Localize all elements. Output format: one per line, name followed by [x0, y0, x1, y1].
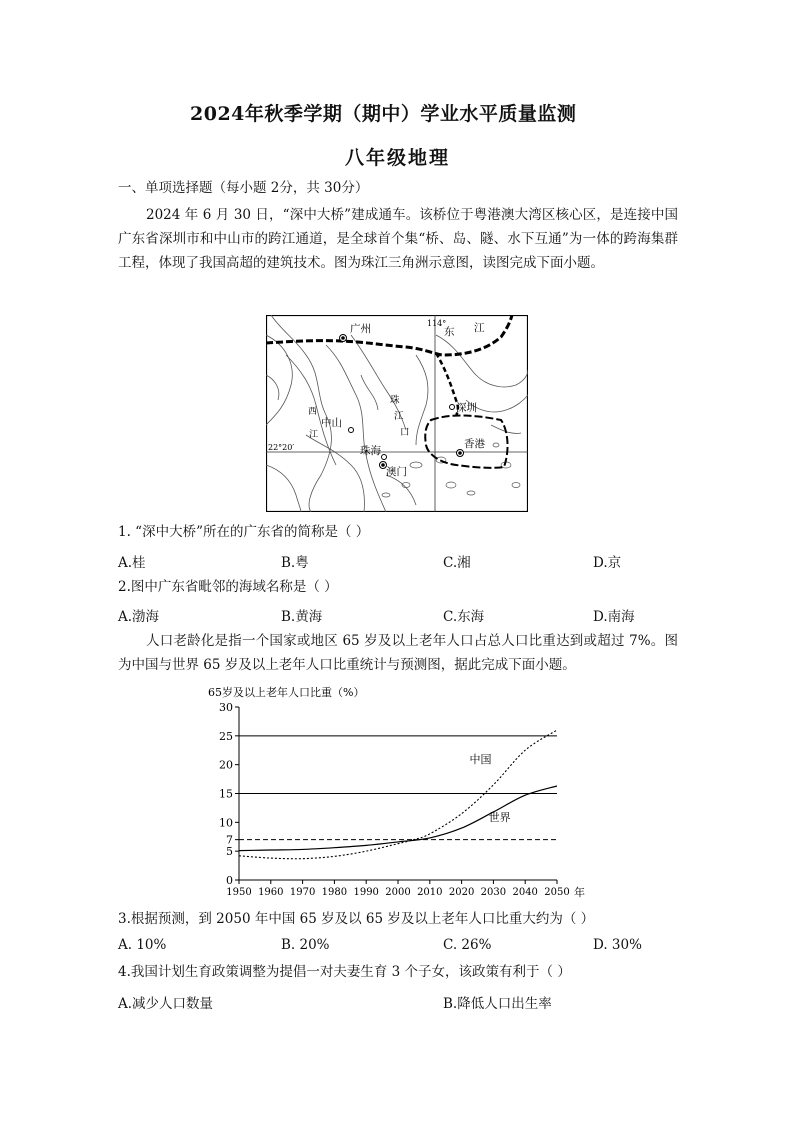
chart-x-tick-label: 1990 — [353, 887, 379, 898]
chart-x-tick-label: 1980 — [321, 887, 348, 898]
section-heading: 一、单项选择题（每小题 2分，共 30分） — [118, 180, 369, 196]
chart-x-tick-label: 1960 — [258, 887, 284, 898]
question-1-option-a[interactable]: A.桂 — [118, 555, 146, 571]
chart-series-label-world: 世界 — [488, 811, 511, 825]
map-label-shenzhen: 深圳 — [456, 402, 477, 414]
question-2-option-c[interactable]: C.东海 — [443, 609, 485, 625]
passage-1: 2024 年 6 月 30 日，“深中大桥”建成通车。该桥位于粤港澳大湾区核心区，是连接中国广东省深圳市和中山市的跨江通道，是全球首个集“桥、岛、隧、水下互通”为一体的跨海集群工程，体现了我国高超的建筑技术。图为珠江三角洲示意图，读图完成下面小题。 — [118, 207, 678, 271]
chart-y-tick-label: 30 — [219, 701, 233, 714]
map-label-dongjiang-1: 东 — [444, 326, 455, 338]
question-4-option-b[interactable]: B.降低人口出生率 — [443, 996, 552, 1012]
chart-y-tick-label: 25 — [219, 729, 233, 743]
page-subtitle: 八年级地理 — [345, 147, 451, 169]
question-1-option-b[interactable]: B.粤 — [281, 555, 309, 571]
map-label-zhujiang-3: 口 — [400, 427, 410, 438]
chart-x-tick-label: 2030 — [480, 887, 507, 898]
question-3-option-c[interactable]: C. 26% — [443, 937, 492, 953]
question-1-option-c[interactable]: C.湘 — [443, 555, 471, 571]
map-label-macau: 澳门 — [386, 466, 407, 478]
chart-y-tick-label: 20 — [219, 758, 233, 772]
chart-y-tick-label: 15 — [219, 787, 233, 801]
chart-x-tick-label: 2010 — [417, 887, 443, 898]
chart-x-tick-label: 2050 — [544, 887, 570, 898]
map-label-dongjiang-2: 江 — [474, 322, 485, 334]
question-3-option-b[interactable]: B. 20% — [281, 937, 330, 953]
chart-y-tick-label: 7 — [226, 833, 233, 847]
aging-population-chart — [200, 682, 600, 902]
chart-x-axis-unit: 年 — [574, 886, 585, 899]
question-2-option-d[interactable]: D.南海 — [593, 609, 635, 625]
question-3-option-a[interactable]: A. 10% — [118, 937, 167, 953]
question-2-stem: 2.图中广东省毗邻的海域名称是（ ） — [118, 579, 338, 595]
chart-x-tick-label: 1950 — [226, 887, 252, 898]
page-title: 2024年秋季学期（期中）学业水平质量监测 — [190, 103, 577, 125]
map-label-zhujiang-1: 珠 — [390, 395, 400, 406]
map-label-zhuhai: 珠海 — [360, 445, 381, 457]
chart-x-tick-label: 1970 — [289, 887, 316, 898]
map-label-zhujiang-2: 江 — [394, 411, 404, 422]
map-label-xijiang-2: 江 — [309, 430, 319, 440]
chart-x-tick-label: 2000 — [385, 887, 411, 898]
question-2-option-a[interactable]: A.渤海 — [118, 609, 160, 625]
chart-y-tick-label: 10 — [219, 816, 233, 830]
question-4-option-a[interactable]: A.减少人口数量 — [118, 996, 214, 1012]
map-label-longitude: 114° — [427, 319, 447, 328]
map-label-zhongshan: 中山 — [321, 417, 342, 429]
question-1-option-d[interactable]: D.京 — [593, 555, 622, 571]
question-1-stem: 1. “深中大桥”所在的广东省的简称是（ ） — [118, 524, 370, 540]
question-3-option-d[interactable]: D. 30% — [593, 937, 642, 953]
chart-x-tick-label: 2040 — [512, 887, 538, 898]
question-2-option-b[interactable]: B.黄海 — [281, 609, 323, 625]
chart-x-tick-label: 2020 — [448, 887, 475, 898]
question-4-stem: 4.我国计划生育政策调整为提倡一对夫妻生育 3 个子女，该政策有利于（ ） — [118, 964, 571, 980]
map-label-guangzhou: 广州 — [350, 323, 371, 335]
chart-y-axis-label: 65岁及以上老年人口比重（%） — [208, 686, 365, 699]
map-label-latitude: 22°20′ — [268, 443, 295, 452]
chart-y-tick-label: 0 — [226, 874, 233, 887]
chart-series-line-china — [239, 730, 557, 859]
pearl-river-delta-map — [266, 315, 528, 512]
passage-2: 人口老龄化是指一个国家或地区 65 岁及以上老年人口占总人口比重达到或超过 7%。图为中国与世界 65 岁及以上老年人口比重统计与预测图，据此完成下面小题。 — [118, 633, 678, 673]
chart-series-label-china: 中国 — [469, 752, 492, 766]
map-label-xijiang-1: 西 — [308, 407, 318, 417]
question-3-stem: 3.根据预测，到 2050 年中国 65 岁及以 65 岁及以上老年人口比重大约为（ ） — [118, 911, 595, 927]
map-label-hongkong: 香港 — [464, 438, 485, 450]
chart-y-tick-label: 5 — [226, 845, 233, 859]
